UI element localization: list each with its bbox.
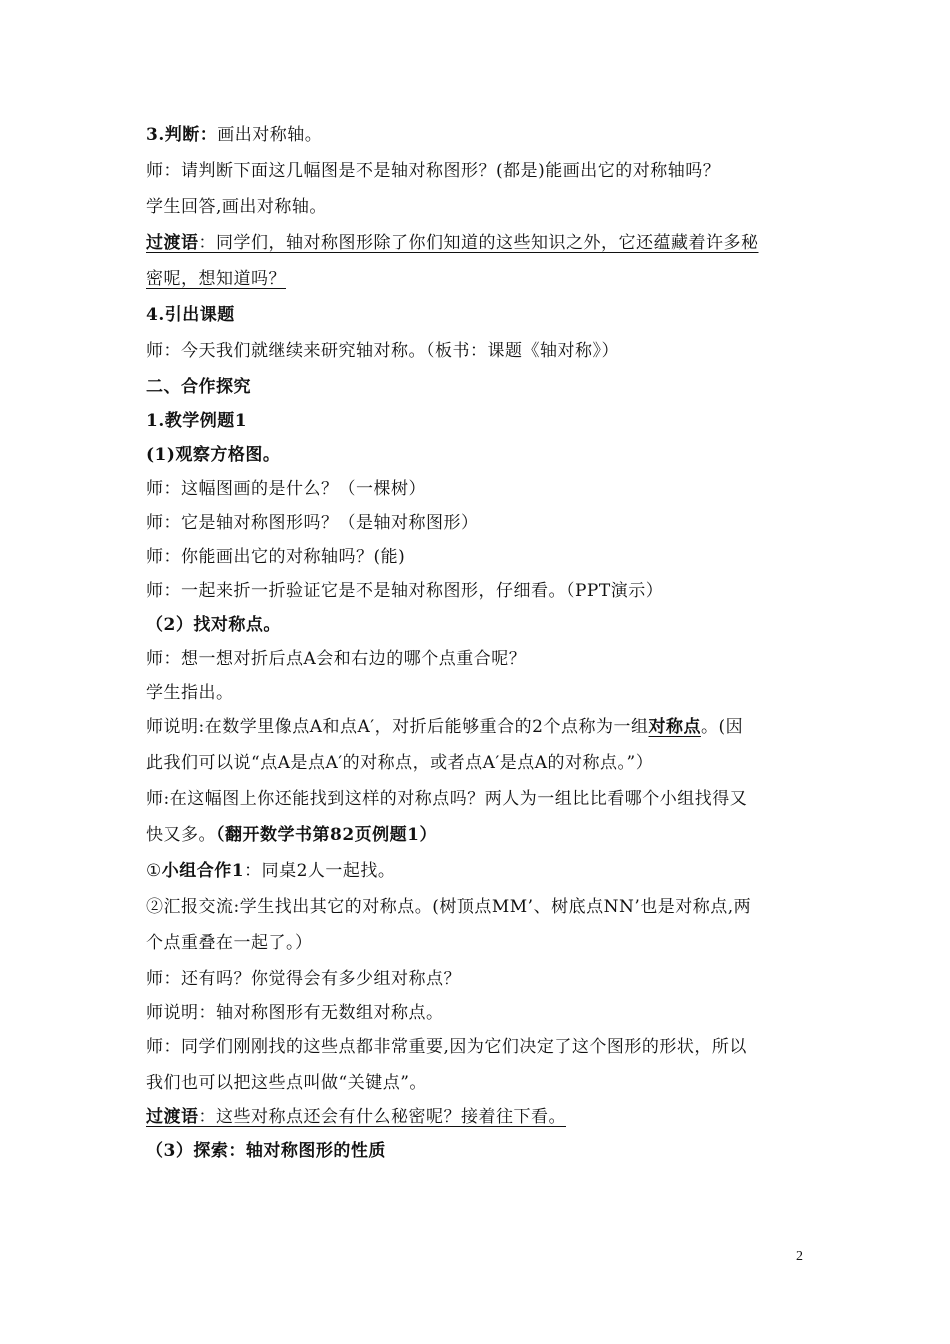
heading-explore-properties: （3）探索：轴对称图形的性质	[146, 1141, 386, 1161]
heading-example-1: 1.教学例题1	[146, 411, 248, 431]
transition-label-2: 过渡语	[146, 1107, 199, 1127]
transition-label: 过渡语	[146, 233, 199, 253]
line-is-symmetric: 师：它是轴对称图形吗？（是轴对称图形）	[146, 513, 479, 533]
line-fold-verify: 师：一起来折一折验证它是不是轴对称图形，仔细看。（PPT演示）	[146, 581, 664, 601]
heading-judge: 3.判断：	[146, 125, 218, 145]
page-number: 2	[796, 1249, 803, 1264]
book-reference: （翻开数学书第82页例题1）	[216, 825, 437, 845]
heading-cooperative-inquiry: 二、合作探究	[146, 377, 251, 397]
line-what-picture: 师：这幅图画的是什么？（一棵树）	[146, 479, 426, 499]
line-report: ②汇报交流:学生找出其它的对称点。(树顶点MM’、树底点NN’也是对称点,两	[146, 897, 752, 917]
line-key-points: 师：同学们刚刚找的这些点都非常重要,因为它们决定了这个图形的形状，所以	[146, 1037, 747, 1057]
heading-introduce-topic: 4.引出课题	[146, 305, 235, 325]
line-find-more: 师:在这幅图上你还能找到这样的对称点吗？两人为一组比比看哪个小组找得又	[146, 789, 748, 809]
line-find-more-cont: 快又多。（翻开数学书第82页例题1）	[146, 825, 437, 845]
line-transition-2: 过渡语：这些对称点还会有什么秘密呢？接着往下看。	[146, 1107, 566, 1127]
line-topic-board: 师：今天我们就继续来研究轴对称。（板书：课题《轴对称》）	[146, 341, 619, 361]
heading-find-points: （2）找对称点。	[146, 615, 281, 635]
line-transition-1: 过渡语：同学们，轴对称图形除了你们知道的这些知识之外，它还蕴藏着许多秘	[146, 233, 759, 253]
line-teacher-question: 师：请判断下面这几幅图是不是轴对称图形？(都是)能画出它的对称轴吗？	[146, 161, 721, 181]
term-symmetric-point: 对称点	[648, 717, 701, 737]
line-explain-cont: 此我们可以说“点A是点A′的对称点，或者点A′是点A的对称点。”）	[146, 753, 654, 773]
line-think-fold: 师：想一想对折后点A会和右边的哪个点重合呢？	[146, 649, 527, 669]
line-key-points-cont: 我们也可以把这些点叫做“关键点”。	[146, 1073, 427, 1093]
line-judge: 3.判断：画出对称轴。	[146, 125, 323, 145]
heading-observe-grid: (1)观察方格图。	[146, 445, 281, 465]
line-group-work: ①小组合作1：同桌2人一起找。	[146, 861, 396, 881]
group-work-label: 小组合作1	[161, 861, 245, 881]
line-transition-1-cont: 密呢，想知道吗？	[146, 269, 286, 289]
line-how-many: 师：还有吗？你觉得会有多少组对称点？	[146, 969, 461, 989]
line-infinite: 师说明：轴对称图形有无数组对称点。	[146, 1003, 444, 1023]
line-report-cont: 个点重叠在一起了。）	[146, 933, 313, 953]
line-explain-symmetric-point: 师说明:在数学里像点A和点A′，对折后能够重合的2个点称为一组对称点。(因	[146, 717, 744, 737]
line-draw-axis: 师：你能画出它的对称轴吗？(能)	[146, 547, 406, 567]
line-student-answer: 学生回答,画出对称轴。	[146, 197, 327, 217]
line-student-point: 学生指出。	[146, 683, 234, 703]
